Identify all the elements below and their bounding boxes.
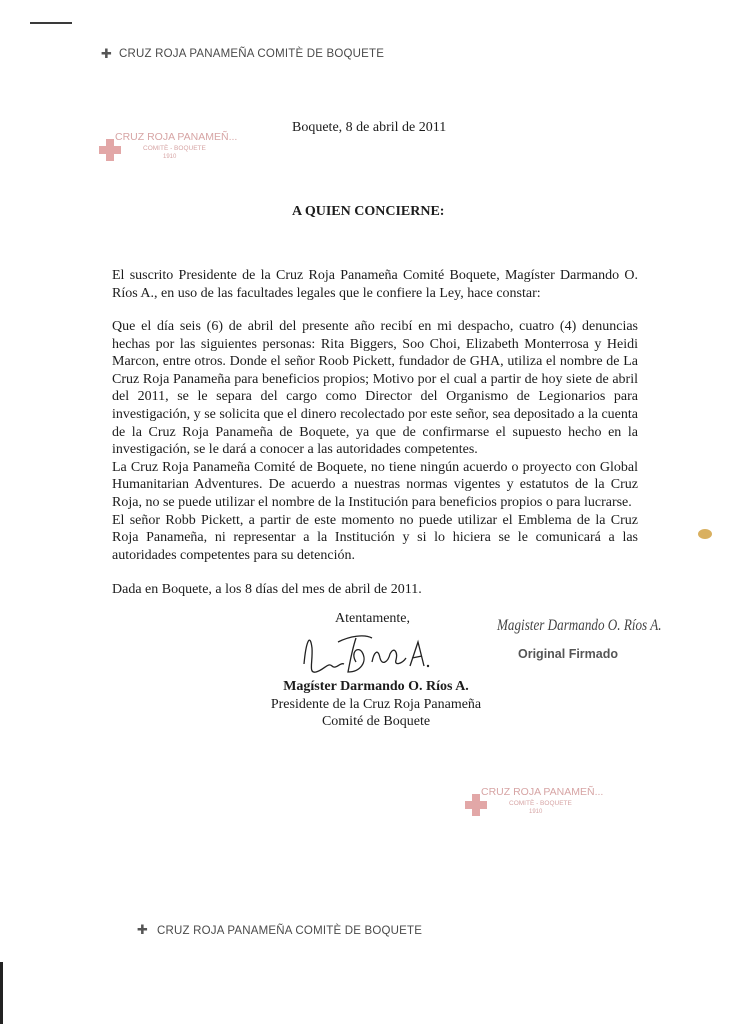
signature-stamp-name: Magister Darmando O. Ríos A. [497,617,662,634]
handwritten-signature [298,622,438,684]
organization-stamp [99,125,239,175]
letter-body [112,318,638,564]
stamp-org: CRUZ ROJA PANAMEÑ... [115,131,238,143]
scan-edge-mark [0,962,3,1024]
signer-title: Presidente de la Cruz Roja Panameña [270,696,482,712]
intro-paragraph: El suscrito Presidente de la Cruz Roja Panameña Comité Boquete, Magíster Darmando O. Ríos A., en uso de las facultades legales que le confiere la Ley, hace constar: [112,268,638,301]
signature-block [230,678,522,731]
letterhead-footer: CRUZ ROJA PANAMEÑA COMITÈ DE BOQUETE [157,925,423,937]
stamp-year: 1910 [163,154,177,160]
red-cross-icon: ✚ [137,923,148,938]
letterhead-header: CRUZ ROJA PANAMEÑA COMITÈ DE BOQUETE [119,48,385,60]
signature-stamp-status: Original Firmado [518,647,619,661]
stamp-org: CRUZ ROJA PANAMEÑ... [481,786,604,798]
stamp-sub: COMITÈ - BOQUETE [509,800,572,807]
stamp-sub: COMITÈ - BOQUETE [143,145,206,152]
organization-stamp [465,780,605,830]
letter-intro [112,267,638,302]
corner-mark [30,22,72,24]
red-cross-icon: ✚ [101,47,112,62]
body-paragraph-1: Que el día seis (6) de abril del presente año recibí en mi despacho, cuatro (4) denuncias hechas por las siguientes personas: Rita Biggers, Soo Choi, Elizabeth Monterrosa y Heidi Marcon, entre otros. Donde el señor Roob Pickett, fundador de GHA, utiliza el nombre de La Cruz Roja Panameña para beneficios propios; Motivo por el cual a partir de hoy siete de abril del 2011, se le separa del cargo como Director del Organismo de Legionarios para investigación, y se solicita que el dinero recolectado por este señor, sea depositado a la cuenta de la Cruz Roja Panameña de Boquete, ya que de confirmarse el supuesto hecho en la investigación, se le dará a conocer a las autoridades competentes. [112,319,638,458]
stamp-year: 1910 [529,809,543,815]
signer-committee: Comité de Boquete [321,714,431,729]
body-paragraph-3: El señor Robb Pickett, a partir de este momento no puede utilizar el Emblema de la Cruz Roja Panameña, ni representar a la Institución y si lo hiciera se le comunicará a las autoridades competentes para su detención. [112,512,638,563]
letter-date: Boquete, 8 de abril de 2011 [292,120,447,135]
letter-closing: Dada en Boquete, a los 8 días del mes de abril de 2011. [112,582,422,597]
body-paragraph-2: La Cruz Roja Panameña Comité de Boquete, no tiene ningún acuerdo o proyecto con Global Humanitarian Adventures. De acuerdo a nuestras normas vigentes y estatutos de la Cruz Roja, no se puede utilizar el nombre de la Institución para beneficios propios o para lucrarse. [112,459,638,510]
letter-regards: Atentamente, [335,611,411,626]
signer-name: Magíster Darmando O. Ríos A. [283,679,469,694]
letter-title: A QUIEN CONCIERNE: [292,204,445,219]
ink-spot [698,529,712,539]
